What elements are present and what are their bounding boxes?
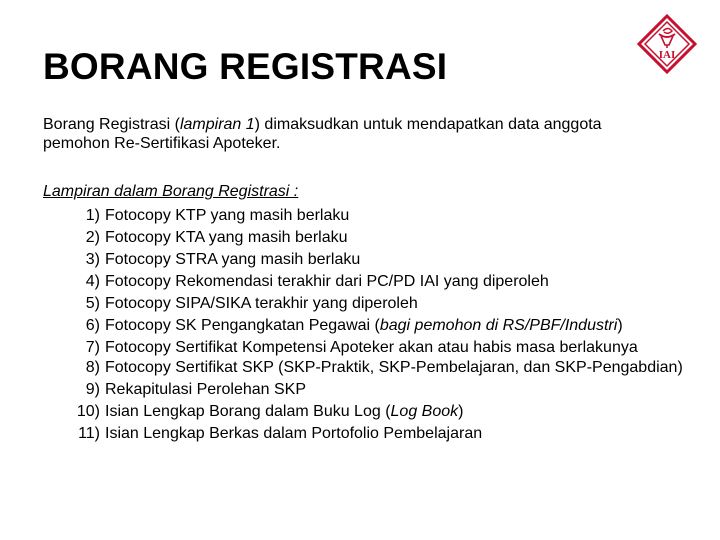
list-item [43,315,683,337]
list-item [43,227,683,249]
item-number: 2) [85,229,100,246]
item-text: Rekapitulasi Perolehan SKP [105,381,307,398]
item-text: Isian Lengkap Berkas dalam Portofolio Pembelajaran [105,425,483,442]
item-number: 8) [85,359,100,376]
item-text: Fotocopy KTA yang masih berlaku [105,229,348,246]
item-text-italic: Log Book [390,403,459,420]
item-text: Fotocopy Rekomendasi terakhir dari PC/PD IAI yang diperoleh [105,273,549,290]
item-text-italic: bagi pemohon di RS/PBF/Industri [379,317,618,334]
item-text: Fotocopy Sertifikat SKP (SKP-Praktik, SKP-Pembelajaran, dan SKP-Pengabdian) [105,359,683,376]
item-number: 3) [85,251,100,268]
item-text [105,401,683,423]
intro-text-1: Borang Registrasi ( [43,116,180,133]
item-text-plain: Fotocopy SK Pengangkatan Pegawai ( [105,317,380,334]
list-item [43,293,683,315]
item-number: 1) [85,207,100,224]
item-number: 6) [85,317,100,334]
item-number: 5) [85,295,100,312]
item-number: 10) [76,403,100,420]
intro-text-2: ) dimaksudkan untuk mendapatkan data anggota pemohon Re-Sertifikasi Apoteker. [43,116,602,152]
list-item [43,339,683,356]
intro-paragraph [43,115,663,153]
list-item [43,401,683,423]
item-text: Fotocopy STRA yang masih berlaku [105,251,361,268]
item-text [105,315,683,337]
item-number: 11) [78,425,100,442]
list-item [43,205,683,227]
item-number: 9) [85,381,100,398]
list-item [43,423,683,445]
item-text-after: ) [458,403,464,420]
list-item [43,271,683,293]
page-title: BORANG REGISTRASI [43,46,448,87]
attachment-list [43,205,683,445]
list-item [43,379,683,401]
item-text-after: ) [617,317,623,334]
item-text-plain: Isian Lengkap Borang dalam Buku Log ( [105,403,391,420]
item-text: Fotocopy Sertifikat Kompetensi Apoteker akan atau habis masa berlakunya [105,339,638,356]
item-text: Fotocopy KTP yang masih berlaku [105,207,350,224]
section-heading: Lampiran dalam Borang Registrasi : [43,183,299,200]
iai-logo [637,14,697,74]
list-item [43,249,683,271]
intro-text-italic: lampiran 1 [179,116,255,133]
item-text: Fotocopy SIPA/SIKA terakhir yang diperoleh [105,295,418,312]
list-item [43,359,683,376]
item-number: 4) [85,273,100,290]
item-number: 7) [85,339,100,356]
logo-text: IAI [658,49,676,61]
